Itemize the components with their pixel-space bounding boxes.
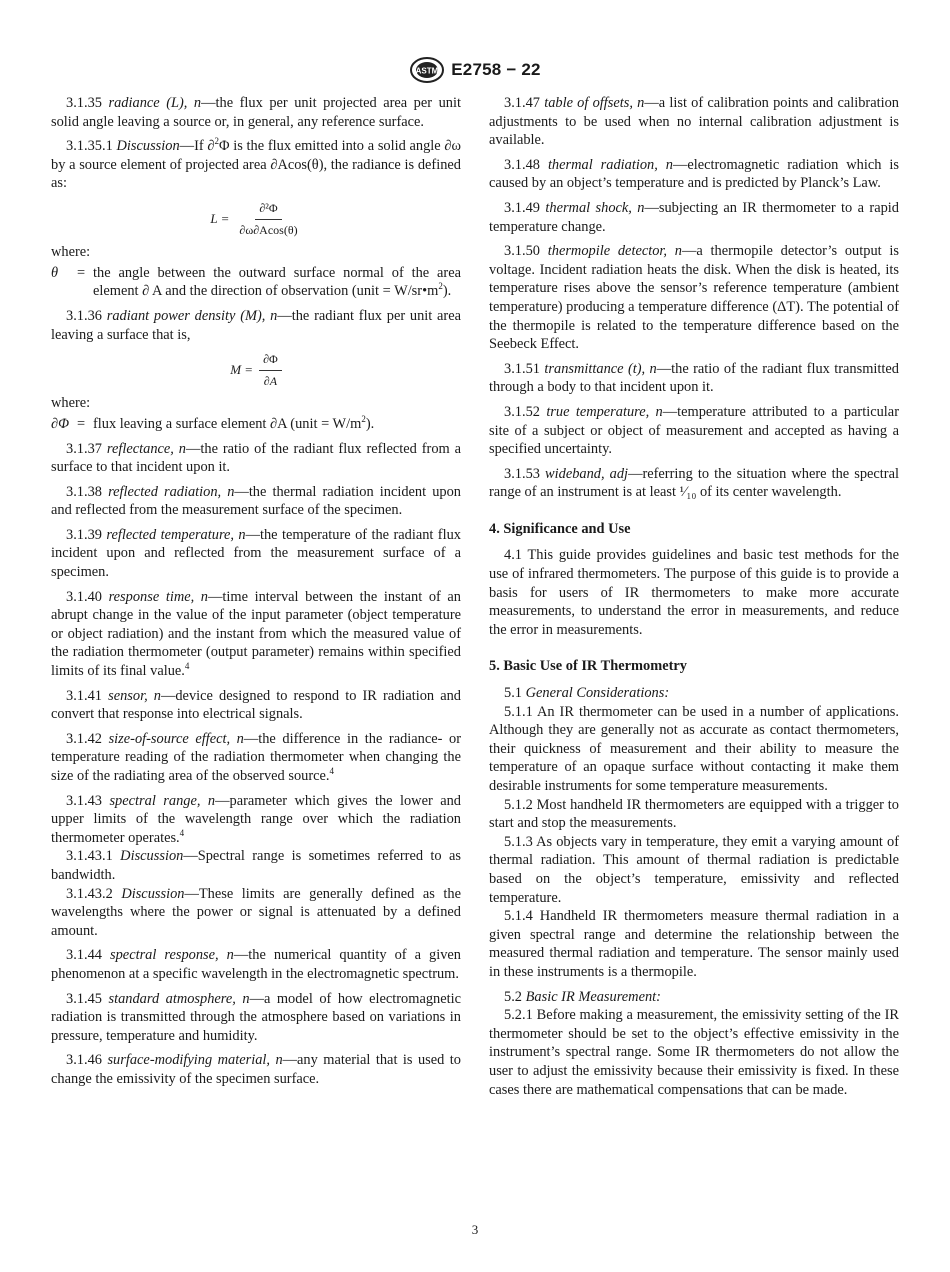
where-label: where:: [51, 395, 91, 412]
radiance-formula: L = $\frac{\text{∂²Φ}}{\partial\omega\partial Acos(\theta)}$: [51, 199, 461, 239]
definition-3-1-49: 3.1.49 thermal shock, n—subjecting an IR thermometer to a rapid temperature change.: [489, 199, 899, 235]
paragraph-4-1: 4.1 This guide provides guidelines and basic test methods for the use of infrared thermometers. The purpose of this guide is to provide a basis for users of IR thermometers to make more accurate measurements, to understand the error in measurements, and reduce the error in measurements.: [489, 547, 899, 638]
formula-numerator: ∂Φ: [259, 350, 282, 371]
footnote-ref: 4: [329, 766, 334, 776]
paragraph-5-1-2: 5.1.2 Most handheld IR thermometers are equipped with a trigger to start and stop the measurements.: [489, 796, 899, 832]
document-designation: E2758 − 22: [451, 60, 541, 79]
definition-3-1-44: 3.1.44 spectral response, n—the numerical quantity of a given phenomenon at a specific wavelength in the electromagnetic spectrum.: [51, 947, 461, 982]
section-heading-5: 5. Basic Use of IR Thermometry: [489, 658, 687, 675]
definition-3-1-51: 3.1.51 transmittance (t), n—the ratio of the radiant flux transmitted through a body to that incident upon it.: [489, 360, 899, 396]
definition-3-1-43: 3.1.43 spectral range, n—parameter which gives the lower and upper limits of the wavelength range over which the radiation thermometer operates.$^4$: [51, 792, 461, 846]
footnote-ref: 4: [179, 827, 185, 838]
paragraph-5-2-1: 5.2.1 Before making a measurement, the emissivity setting of the IR thermometer should be set to the object’s effective emissivity in the instrument’s spectral range. Some IR thermometers do not allow the user to adjust the emissivity because their emissivity is fixed. In these cases there are mathematical compensations that can be made.: [489, 1007, 899, 1098]
definition-3-1-53: 3.1.53 wideband, adj—referring to the situation where the spectral range of an instrument is at least ¹⁄₁₀ of its center wavelength.: [489, 465, 899, 501]
page-number: 3: [471, 1222, 479, 1237]
footnote-ref: 4: [184, 661, 190, 672]
formula-denominator: ∂ω∂Acos(θ): [239, 222, 298, 237]
paragraph-5-1-4: 5.1.4 Handheld IR thermometers measure thermal radiation in a given spectral range and determine the relationship between the measured thermal radiation and temperature. The sensor mainly used in these instruments is a thermopile.: [489, 908, 899, 980]
definition-3-1-35: 3.1.35 radiance (L), n—the flux per unit projected area per unit solid angle leaving a source or, in general, any reference surface.: [51, 95, 461, 130]
right-column: [489, 94, 899, 1099]
discussion-3-1-43-1: 3.1.43.1 Discussion—Spectral range is sometimes referred to as bandwidth.: [51, 848, 461, 883]
paragraph-5-1-1: 5.1.1 An IR thermometer can be used in a number of applications. Although they are generally not as accurate as contact thermometers, their quickness of measurement and their ability to measure the temperature of an opaque surface without contacting it make them desirable instruments for some temperature measurements.: [489, 703, 899, 794]
definition-3-1-50: 3.1.50 thermopile detector, n—a thermopile detector’s output is voltage. Incident radiation heats the disk. When the disk is heated, its temperature rises above the sensor’s reference temperature (ambient temperature) producing a temperature difference (ΔT). The potential of the thermopile is related to the temperature difference based on the Seebeck Effect.: [489, 243, 900, 353]
definition-3-1-40: 3.1.40 response time, n—time interval between the instant of an abrupt change in the value of the input parameter (object temperature or object radiation) and the instant from which the measured value of the radiation thermometer (output parameter) remains within specified limits of its final value.$^4$: [51, 588, 461, 680]
symbol-definition-flux: ∂Φ = flux leaving a surface element ∂A (unit = $W/m^2$).: [51, 413, 375, 432]
section-heading-4: 4. Significance and Use: [489, 520, 631, 537]
definition-3-1-47: 3.1.47 table of offsets, n—a list of calibration points and calibration adjustments to be used when no internal calibration adjustment is available.: [489, 95, 899, 149]
definition-3-1-48: 3.1.48 thermal radiation, n—electromagnetic radiation which is caused by an object’s temperature and is predicted by Planck’s Law.: [489, 156, 899, 192]
definition-3-1-36: 3.1.36 radiant power density (M), n—the radiant flux per unit area leaving a surface that is,: [51, 307, 461, 343]
paragraph-5-1-3: 5.1.3 As objects vary in temperature, they emit a varying amount of thermal radiation. This amount of thermal radiation is predictable based on the object’s temperature, emissivity and reflected temperature.: [489, 833, 899, 906]
subsection-5-2: 5.2 Basic IR Measurement:: [504, 988, 661, 1005]
definition-3-1-45: 3.1.45 standard atmosphere, n—a model of how electromagnetic radiation is transmitted through the atmosphere based on variations in pressure, temperature and humidity.: [51, 990, 461, 1044]
definition-3-1-52: 3.1.52 true temperature, n—temperature attributed to a particular site of a subject or object of measurement and accepted as having a specified uncertainty.: [489, 403, 899, 458]
formula-denominator: ∂A: [263, 373, 278, 388]
definition-3-1-37: 3.1.37 reflectance, n—the ratio of the radiant flux reflected from a surface to that incident upon it.: [51, 440, 461, 476]
discussion-3-1-35-1: 3.1.35.1 Discussion—If ∂$^2$Φ is the flux emitted into a solid angle ∂ω by a source element of projected area ∂Acos(θ), the radiance is defined as:: [51, 136, 461, 192]
discussion-3-1-43-2: 3.1.43.2 Discussion—These limits are generally defined as the wavelengths where the power or signal is attenuated by a defined amount.: [51, 885, 461, 939]
radiant-power-density-formula: M = $\frac{\partial\Phi}{\partial A}$: [51, 350, 461, 390]
svg-text:ASTM: ASTM: [415, 66, 439, 76]
definition-3-1-46: 3.1.46 surface-modifying material, n—any material that is used to change the emissivity of the specimen surface.: [51, 1052, 461, 1087]
definition-3-1-39: 3.1.39 reflected temperature, n—the temperature of the radiant flux incident upon and reflected from the measurement surface of a specimen.: [51, 526, 461, 581]
symbol-definition-theta: θ = the angle between the outward surface normal of the area element ∂ A and the direction of observation (unit = $W/sr•m^2$).: [51, 264, 461, 300]
definition-3-1-38: 3.1.38 reflected radiation, n—the thermal radiation incident upon and reflected from the measurement surface of the specimen.: [51, 483, 461, 519]
subsection-5-1: 5.1 General Considerations:: [504, 685, 670, 702]
page-header: [0, 55, 950, 85]
where-label: where:: [51, 244, 91, 261]
definition-3-1-41: 3.1.41 sensor, n—device designed to respond to IR radiation and convert that response into electrical signals.: [51, 687, 461, 723]
definition-3-1-42: 3.1.42 size-of-source effect, n—the difference in the radiance- or temperature reading of the radiation thermometer when changing the size of the radiating area of the observed source.$^4$: [51, 730, 461, 784]
formula-numerator: ∂²Φ: [255, 199, 281, 220]
left-column: [51, 94, 461, 1095]
astm-logo-icon: [409, 56, 445, 84]
